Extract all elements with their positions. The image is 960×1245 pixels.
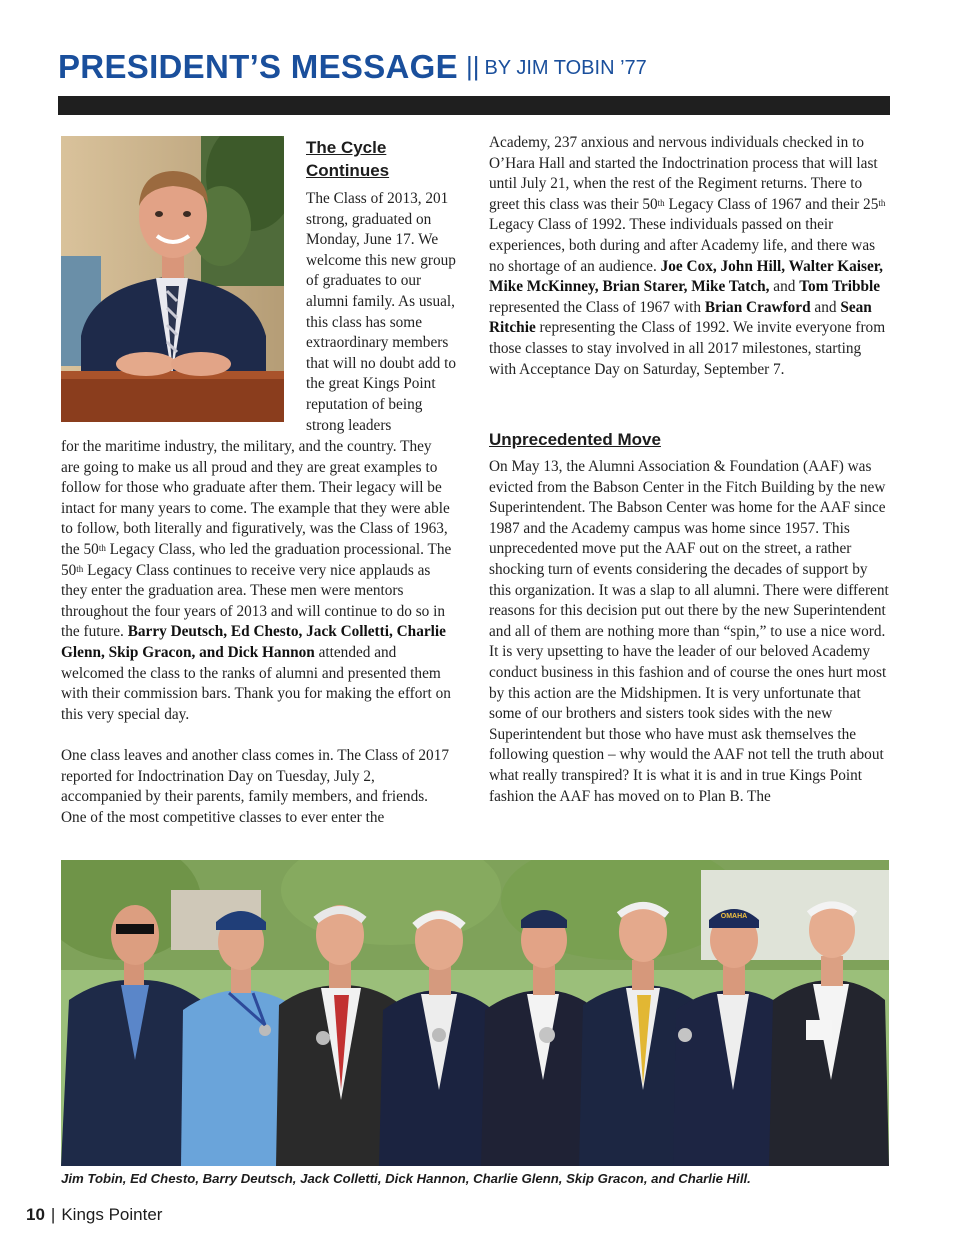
paragraph-legacy-classes: Academy, 237 anxious and nervous individuals checked in to O’Hara Hall and started the Indoctrination process that will last until July 21, when the rest of the Regiment returns. There to greet this class was their 50th Legacy Class of 1967 and their 25th Legacy Class of 1992. These individuals passed on their experiences, both during and after Academy life, and there was no shortage of an audience. Joe Cox, John Hill, Walter Kaiser, Mike McKinney, Brian Starer, Mike Tatch, and Tom Tribble represented the Class of 1967 with Brian Crawford and Sean Ritchie representing the Class of 1992. We invite everyone from those classes to stay involved in all 2017 milestones, starting with Acceptance Day on Saturday, September 7.: [489, 134, 886, 378]
page-footer: [26, 1205, 162, 1225]
footer-separator: |: [50, 1205, 56, 1224]
left-column-body: [61, 437, 454, 828]
paragraph-unprecedented-move: On May 13, the Alumni Association & Foundation (AAF) was evicted from the Babson Center in the Fitch Building by the new Superintendent. The Babson Center was home for the AAF since 1987 and the Academy campus was home since 1957. This unprecedented move put the AAF out on the street, a rather shocking turn of events considering the decades of support by this organization. It was a slap to all alumni. There were different reasons for this decision put out there by the new Superintendent and all of them are nothing more than “spin,” to use a nice word. It is very upsetting to have the leader of our beloved Academy conduct business in this fashion and of course the ones hurt most by this action are the Midshipmen. It is very unfortunate that some of our brothers and sisters took sides with the new Superintendent but those who have must ask themselves the following question – why would the AAF not tell the truth about what really transpired? It is what it is and in true Kings Point fashion the AAF has moved on to Plan B. The: [489, 458, 889, 805]
group-photo: [61, 860, 889, 1166]
paragraph-graduation: for the maritime industry, the military, and the country. They are going to make us all proud and they are great examples to follow for those who graduate after them. Their legacy will be intact for many years to come. The example that they were able to follow, both literally and figuratively, was the Class of 1963, the 50th Legacy Class, who led the graduation processional. The 50th Legacy Class continues to receive very nice applauds as they enter the graduation area. These men were mentors throughout the four years of 2013 and will continue to do so in the future. Barry Deutsch, Ed Chesto, Jack Colletti, Charlie Glenn, Skip Gracon, and Dick Hannon attended and welcomed the class to the ranks of alumni and presented them with their commission bars. Thank you for making the effort on this very special day.: [61, 438, 452, 723]
page-header: [58, 48, 647, 86]
cap-text: OMAHA: [720, 913, 748, 920]
paragraph-indoctrination: One class leaves and another class comes in. The Class of 2017 reported for Indoctrination Day on Tuesday, July 2, accompanied by their parents, family members, and friends. One of the most competitive classes to ever enter the: [61, 746, 449, 826]
president-portrait: [61, 136, 284, 422]
right-column-body-top: [489, 133, 889, 380]
section-title-cycle-continues: The Cycle Continues: [306, 138, 390, 180]
header-separator: ||: [465, 51, 480, 81]
section-title-unprecedented-move: Unprecedented Move: [489, 430, 661, 449]
photo-caption: Jim Tobin, Ed Chesto, Barry Deutsch, Jack Colletti, Dick Hannon, Charlie Glenn, Skip Gracon, and Charlie Hill.: [61, 1171, 751, 1186]
publication-name: Kings Pointer: [61, 1205, 163, 1224]
header-rule: [58, 96, 890, 115]
graduation-names: Barry Deutsch, Ed Chesto, Jack Colletti, Charlie Glenn, Skip Gracon, and Dick Hannon: [61, 623, 446, 661]
intro-paragraph-narrow: The Class of 2013, 201 strong, graduated on Monday, June 17. We welcome this new group of graduates to our alumni family. As usual, this class has some extraordinary members that will no doubt add to the great Kings Point reputation of being strong leaders: [306, 190, 456, 434]
right-column-body-bottom: [489, 457, 889, 807]
page-number: 10: [26, 1205, 45, 1224]
page-title: PRESIDENT’S MESSAGE: [58, 48, 458, 85]
author-byline: BY JIM TOBIN ’77: [484, 57, 647, 79]
